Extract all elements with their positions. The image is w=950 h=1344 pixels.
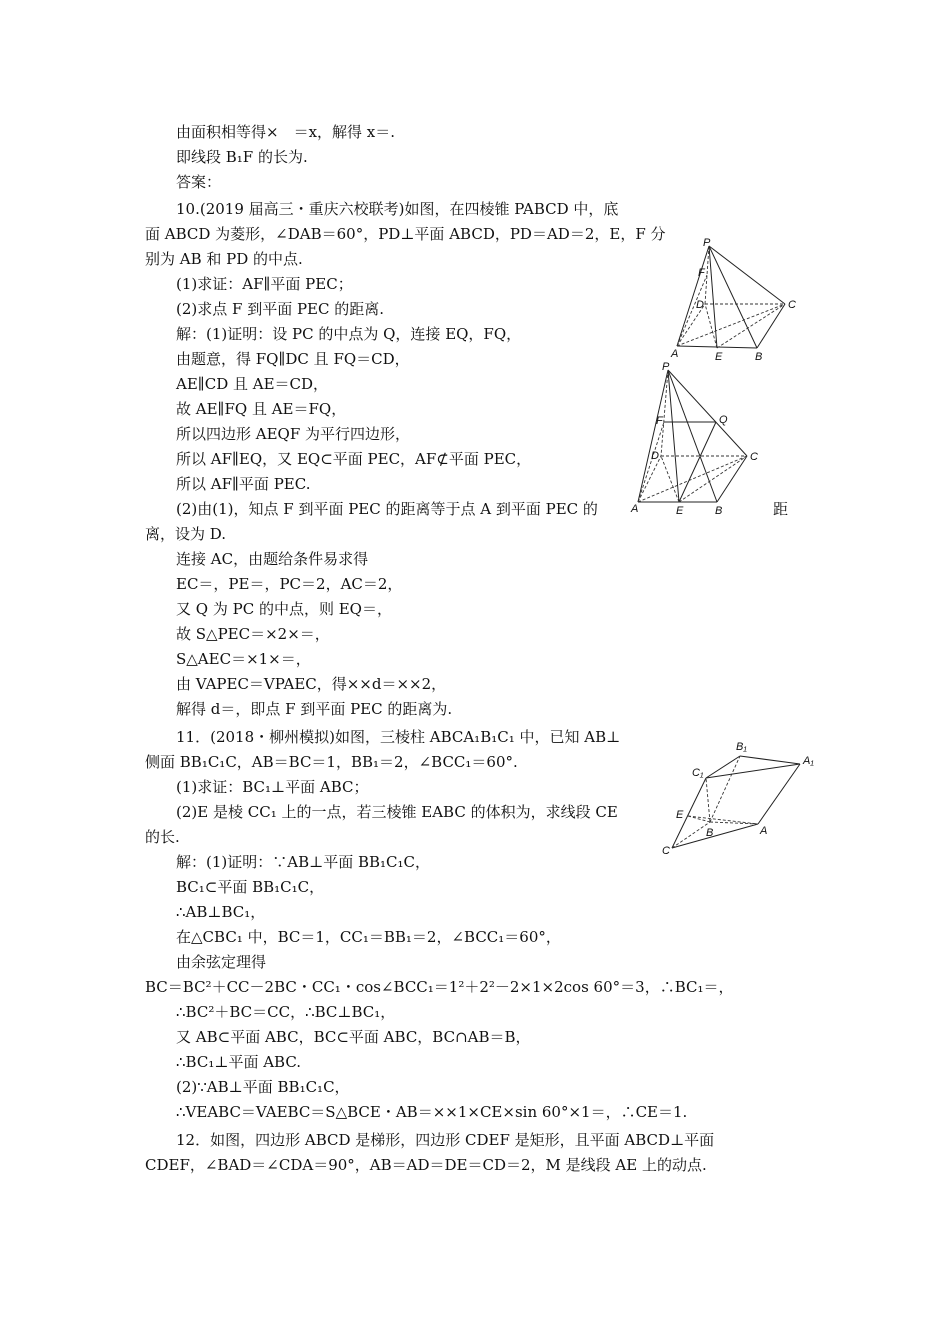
- label-C: C: [750, 451, 758, 463]
- text-line: (1)求证：AF∥平面 PEC；: [176, 275, 353, 293]
- text-line: 解：(1)证明：设 PC 的中点为 Q，连接 EQ，FQ，: [176, 325, 522, 343]
- text-line: 在△CBC₁ 中，BC＝1，CC₁＝BB₁＝2，∠BCC₁＝60°，: [176, 928, 561, 946]
- label-A: A: [760, 825, 768, 837]
- text-line: (2)E 是棱 CC₁ 上的一点，若三棱锥 EABC 的体积为，求线段 CE: [176, 803, 618, 821]
- label-Q: Q: [719, 414, 728, 426]
- label-D: D: [651, 450, 659, 462]
- text-line: S△AEC＝×1×＝，: [176, 650, 311, 668]
- text-line: 面 ABCD 为菱形，∠DAB＝60°，PD⊥平面 ABCD，PD＝AD＝2，E，F 分: [145, 225, 666, 243]
- text-line: 11．(2018・柳州模拟)如图，三棱柱 ABCA₁B₁C₁ 中，已知 AB⊥: [176, 728, 621, 746]
- text-line: 解得 d＝，即点 F 到平面 PEC 的距离为.: [176, 700, 453, 718]
- text-line: 由题意，得 FQ∥DC 且 FQ＝CD，: [176, 350, 410, 368]
- text-line: EC＝，PE＝，PC＝2，AC＝2，: [176, 575, 403, 593]
- label-F: F: [698, 267, 705, 279]
- text-line: ∴VEABC＝VAEBC＝S△BCE・AB＝××1×CE×sin 60°×1＝，∴CE＝1.: [176, 1103, 688, 1121]
- label-P: P: [703, 238, 711, 249]
- pyramid-figure-2: [625, 362, 770, 517]
- text-line: 距: [773, 500, 789, 518]
- label-C: C: [788, 299, 796, 311]
- text-line: 由 VAPEC＝VPAEC，得××d＝××2，: [176, 675, 447, 693]
- text-line: 离，设为 D.: [145, 525, 227, 543]
- text-line: ∴BC₁⊥平面 ABC.: [176, 1053, 302, 1071]
- text-line: (1)求证：BC₁⊥平面 ABC；: [176, 778, 369, 796]
- text-line: BC₁⊂平面 BB₁C₁C，: [176, 878, 325, 896]
- pyramid-figure-1: [665, 238, 805, 368]
- label-B: B: [755, 351, 763, 363]
- text-line: 的长.: [145, 828, 180, 846]
- text-line: AE∥CD 且 AE＝CD，: [176, 375, 329, 393]
- text-line: 别为 AB 和 PD 的中点.: [145, 250, 303, 268]
- text-line: 故 AE∥FQ 且 AE＝FQ，: [176, 400, 347, 418]
- text-line: 所以 AF∥EQ，又 EQ⊂平面 PEC，AF⊄平面 PEC，: [176, 450, 532, 468]
- text-line: (2)由(1)，知点 F 到平面 PEC 的距离等于点 A 到平面 PEC 的: [176, 500, 598, 518]
- text-line: 由余弦定理得: [176, 953, 267, 971]
- text-line: 解：(1)证明：∵AB⊥平面 BB₁C₁C，: [176, 853, 431, 871]
- label-B: B: [706, 827, 714, 839]
- text-line: CDEF，∠BAD＝∠CDA＝90°，AB＝AD＝DE＝CD＝2，M 是线段 AE 上的动点.: [145, 1156, 707, 1174]
- label-P: P: [662, 362, 670, 373]
- text-line: 所以 AF∥平面 PEC.: [176, 475, 311, 493]
- text-line: 又 Q 为 PC 的中点，则 EQ＝，: [176, 600, 392, 618]
- text-line: 由面积相等得× ＝x，解得 x＝.: [176, 123, 396, 141]
- label-A1: A₁: [803, 755, 814, 767]
- text-line: (2)∵AB⊥平面 BB₁C₁C，: [176, 1078, 350, 1096]
- label-C1: C₁: [692, 767, 704, 779]
- label-E: E: [676, 505, 684, 517]
- text-line: 12．如图，四边形 ABCD 是梯形，四边形 CDEF 是矩形，且平面 ABCD⊥平面: [176, 1131, 715, 1149]
- label-B: B: [715, 505, 723, 517]
- text-line: 又 AB⊂平面 ABC，BC⊂平面 ABC，BC∩AB＝B，: [176, 1028, 531, 1046]
- text-line: 答案：: [176, 173, 222, 191]
- label-E: E: [715, 351, 723, 363]
- label-B1: B₁: [736, 741, 747, 753]
- label-D: D: [696, 299, 704, 311]
- label-E: E: [676, 809, 684, 821]
- text-line: ∴BC²＋BC＝CC，∴BC⊥BC₁，: [176, 1003, 396, 1021]
- text-line: (2)求点 F 到平面 PEC 的距离.: [176, 300, 385, 318]
- text-line: ∴AB⊥BC₁，: [176, 903, 266, 921]
- text-line: 连接 AC，由题给条件易求得: [176, 550, 369, 568]
- text-line: 故 S△PEC＝×2×＝，: [176, 625, 330, 643]
- text-line: BC＝BC²＋CC－2BC・CC₁・cos∠BCC₁＝1²＋2²－2×1×2cos 60°＝3，∴BC₁＝，: [145, 978, 734, 996]
- label-F: F: [656, 415, 663, 427]
- text-line: 即线段 B₁F 的长为.: [176, 148, 308, 166]
- text-line: 10.(2019 届高三・重庆六校联考)如图，在四棱锥 PABCD 中，底: [176, 200, 619, 218]
- prism-figure: [658, 736, 818, 856]
- label-A: A: [671, 348, 679, 360]
- label-C: C: [662, 845, 670, 856]
- label-A: A: [631, 503, 639, 515]
- text-line: 侧面 BB₁C₁C，AB＝BC＝1，BB₁＝2，∠BCC₁＝60°.: [145, 753, 518, 771]
- text-line: 所以四边形 AEQF 为平行四边形，: [176, 425, 411, 443]
